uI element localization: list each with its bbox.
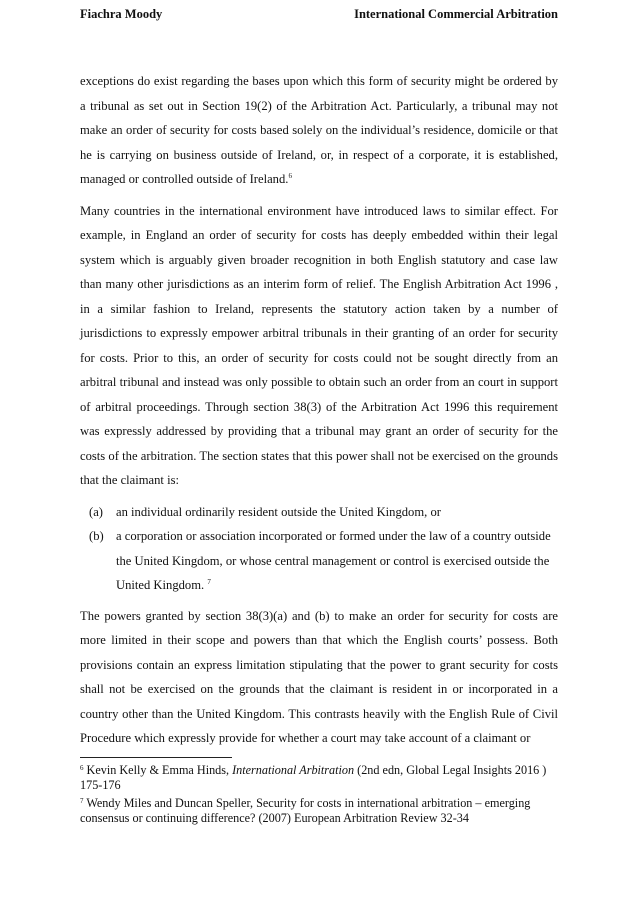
paragraph-3: The powers granted by section 38(3)(a) and (b) to make an order for security for costs are more limited in their scope and powers than that which the English courts’ possess. Both provisions contain an express limitation stipulating that the power to grant security for costs shall not be exercised on the grounds that the claimant is resident in or incorporated in a country other than the United Kingdom. This contrasts heavily with the English Rule of Civil Procedure which expressly provide for whether a court may take account of a claimant or (80, 608, 558, 745)
footnote-6: $^6$ Kevin Kelly & Emma Hinds, International Arbitration (2nd edn, Global Legal Insights 2016 ) 175-176 (80, 763, 547, 793)
list (80, 500, 558, 598)
header-author: Fiachra Moody (80, 7, 163, 21)
footnote-ref-7[interactable]: 7 (207, 578, 211, 586)
paragraph-1: exceptions do exist regarding the bases upon which this form of security might be ordered by a tribunal as set out in Section 19(2) of the Arbitration Act. Particularly, a tribunal may not make an order of security for costs based solely on the individual’s residence, domicile or that he is carrying on business outside of Ireland, or, in respect of a corporate, it is established, managed or controlled outside of Ireland.$^6$ (80, 74, 558, 186)
footnote-number: 7 (80, 796, 84, 805)
list-item-text: a corporation or association incorporated or formed under the law of a country outside the United Kingdom, or whose central management or control is exercised outside the United Kingdom. (116, 529, 551, 592)
footnote-divider (80, 757, 232, 758)
list-item (80, 500, 558, 525)
list-item-label: (b) (89, 529, 104, 543)
paragraph-2: Many countries in the international environment have introduced laws to similar effect. For example, in England an order of security for costs has deeply embedded within their legal system which is arguably given broader recognition in both English statutory and case law than many other jurisdictions as an interim form of relief. The English Arbitration Act 1996 , in a similar fashion to Ireland, represents the statutory action taken by a number of jurisdictions to expressly empower arbitral tribunals in their granting of an order for security for costs. Prior to this, an order of security for costs could not be sought directly from an arbitral tribunal and instead was only possible to obtain such an order from an court in support of arbitral proceedings. Through section 38(3) of the Arbitration Act 1996 this requirement was expressly addressed by providing that a tribunal may grant an order of security for the costs of the arbitration. The section states that this power shall not be exercised on the grounds that the claimant is: (80, 203, 558, 487)
footnote-7: $^7$ Wendy Miles and Duncan Speller, Security for costs in international arbitration – emerging consensus or continuing difference? (2007) European Arbitration Review 32-34 (80, 795, 531, 825)
footnote-ref-6[interactable]: 6 (288, 172, 292, 180)
footnote-number: 6 (80, 764, 84, 772)
footnotes (80, 763, 558, 828)
header-title: International Commercial Arbitration (354, 7, 558, 21)
list-item-text: an individual ordinarily resident outside the United Kingdom, or (116, 504, 441, 519)
list-item (80, 524, 558, 598)
list-item-label: (a) (89, 504, 103, 519)
document-body (80, 69, 558, 758)
